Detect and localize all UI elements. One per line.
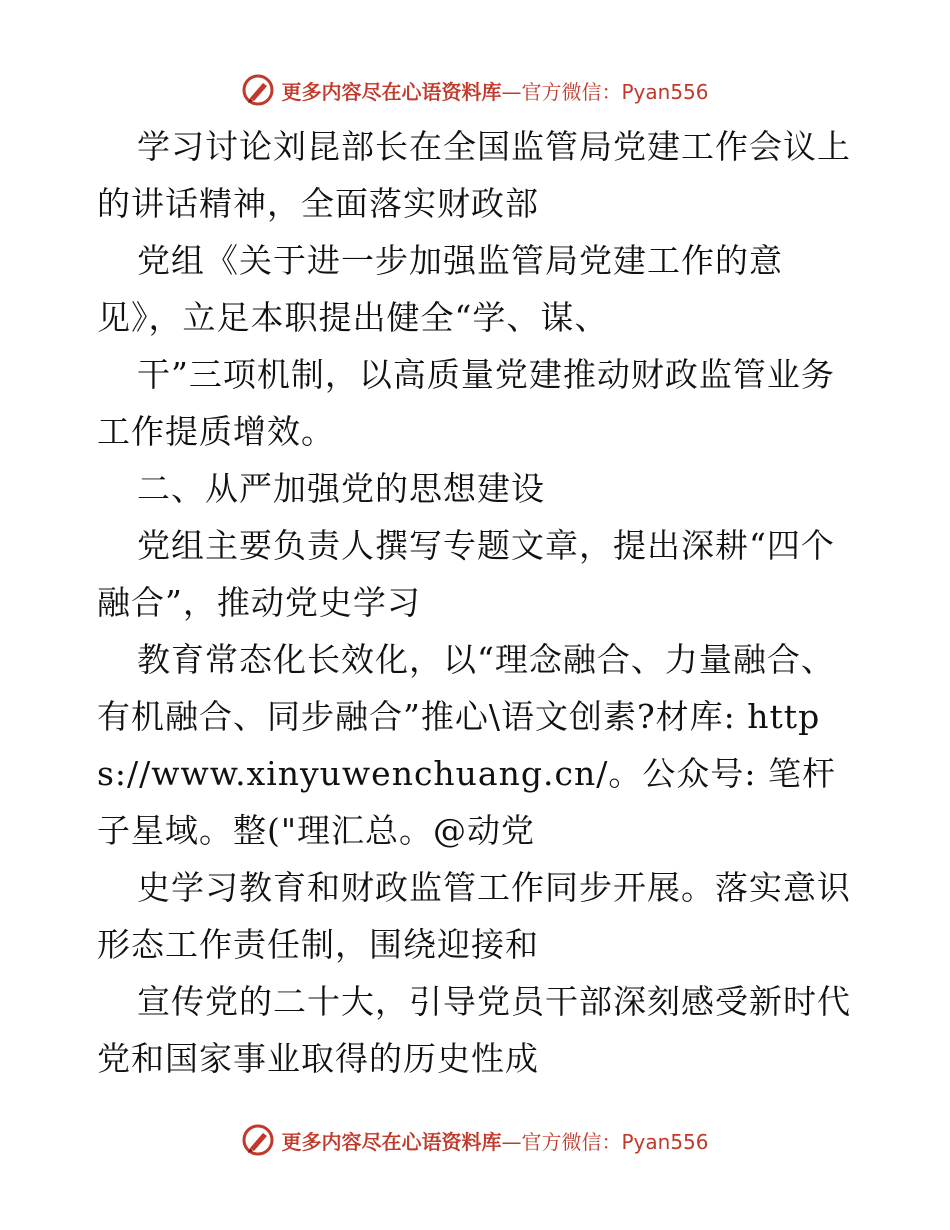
paragraph-3: 干”三项机制，以高质量党建推动财政监管业务工作提质增效。 (97, 355, 835, 451)
header-watermark (0, 70, 950, 110)
paragraph-2: 党组《关于进一步加强监管局党建工作的意见》，立足本职提出健全“学、谋、 (97, 241, 783, 337)
watermark-main: 更多内容尽在心语资料库 (281, 1129, 502, 1154)
paragraph-6: 史学习教育和财政监管工作同步开展。落实意识形态工作责任制，围绕迎接和 (97, 868, 851, 964)
watermark-id: Pyan556 (621, 79, 709, 104)
pen-logo-icon (241, 1123, 275, 1157)
paragraph-1: 学习讨论刘昆部长在全国监管局党建工作会议上的讲话精神，全面落实财政部 (97, 127, 851, 223)
paragraph-5: 教育常态化长效化，以“理念融合、力量融合、有机融合、同步融合”推心\语文创素?材库: https://www.xinyuwenchuang.cn/。公众号: 笔杆子星域。整("理汇总。@动党 (97, 640, 836, 850)
watermark-main: 更多内容尽在心语资料库 (281, 79, 502, 104)
watermark-id: Pyan556 (621, 1129, 709, 1154)
watermark-sub: 官方微信： (521, 79, 622, 104)
watermark-sub: 官方微信： (521, 1129, 622, 1154)
watermark-dash: — (501, 79, 522, 104)
section-heading: 二、从严加强党的思想建设 (137, 469, 545, 508)
watermark-text (281, 1126, 708, 1155)
paragraph-4: 党组主要负责人撰写专题文章，提出深耕“四个融合”，推动党史学习 (97, 526, 835, 622)
watermark-dash: — (501, 1129, 522, 1154)
document-body (97, 118, 857, 1087)
pen-logo-icon (241, 73, 275, 107)
watermark-text (281, 76, 708, 105)
footer-watermark (0, 1120, 950, 1160)
paragraph-7: 宣传党的二十大，引导党员干部深刻感受新时代党和国家事业取得的历史性成 (97, 982, 851, 1078)
